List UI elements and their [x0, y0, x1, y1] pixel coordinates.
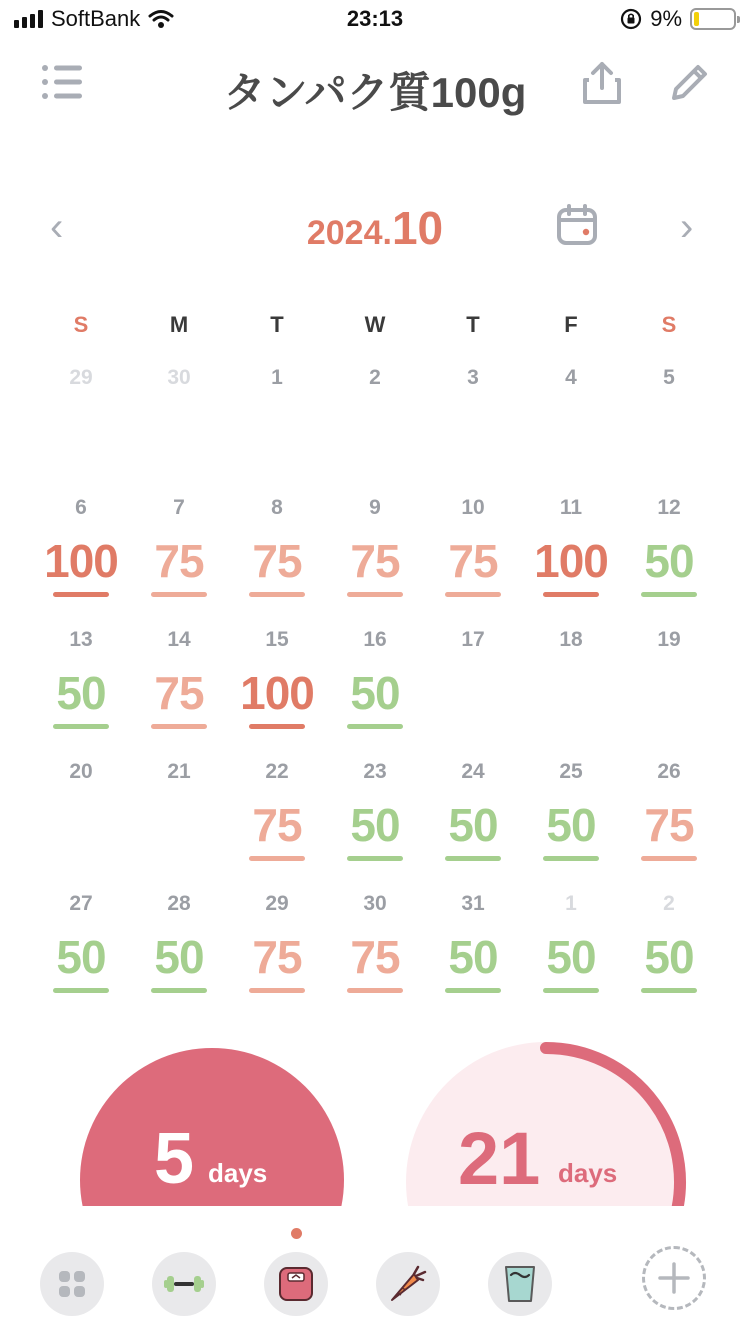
calendar-day-cell[interactable] [32, 622, 130, 754]
day-value: 75 [448, 535, 498, 587]
calendar-day-cell[interactable] [326, 886, 424, 1018]
calendar-day-cell[interactable] [522, 886, 620, 1018]
water-glass-icon [503, 1264, 537, 1304]
value-underline [641, 988, 697, 993]
dumbbell-icon [164, 1272, 204, 1296]
total-progress-ring [406, 1032, 706, 1206]
calendar-grid [32, 360, 718, 1018]
calendar-day-cell[interactable] [424, 490, 522, 622]
day-value: 75 [252, 931, 302, 983]
calendar-day-cell[interactable] [130, 754, 228, 886]
total-days-unit: days [558, 1158, 618, 1188]
weekday-label: S [661, 312, 677, 337]
calendar-day-cell[interactable] [620, 490, 718, 622]
value-underline [347, 592, 403, 597]
day-number: 13 [69, 628, 93, 651]
value-underline [53, 724, 109, 729]
calendar-day-cell[interactable] [424, 360, 522, 490]
scale-icon [278, 1266, 314, 1302]
value-underline [445, 856, 501, 861]
calendar-day-cell[interactable] [32, 360, 130, 490]
add-tab-button[interactable] [642, 1246, 706, 1310]
calendar-week-row [32, 886, 718, 1018]
calendar-day-cell[interactable] [620, 754, 718, 886]
day-number: 11 [559, 496, 583, 519]
status-time: 23:13 [346, 6, 404, 31]
share-button[interactable] [580, 60, 630, 110]
day-value: 100 [534, 535, 608, 587]
day-value: 50 [448, 799, 498, 851]
value-underline [641, 856, 697, 861]
battery-icon [690, 8, 736, 30]
calendar-day-cell[interactable] [326, 490, 424, 622]
calendar-day-cell[interactable] [620, 886, 718, 1018]
value-underline [249, 856, 305, 861]
value-underline [249, 724, 305, 729]
day-value: 50 [56, 931, 106, 983]
edit-button[interactable] [666, 60, 716, 110]
day-number: 27 [69, 892, 93, 915]
day-value: 100 [240, 667, 314, 719]
day-value: 50 [154, 931, 204, 983]
tab-workout[interactable] [152, 1252, 216, 1316]
day-number: 25 [559, 760, 583, 783]
battery-percent: 9% [650, 6, 682, 31]
weekday-header [32, 312, 718, 338]
calendar-day-cell[interactable] [424, 886, 522, 1018]
calendar-day-cell[interactable] [228, 490, 326, 622]
value-underline [249, 592, 305, 597]
day-number: 22 [265, 760, 289, 783]
weekday-label: W [364, 312, 386, 337]
day-number: 20 [69, 760, 93, 783]
value-underline [151, 988, 207, 993]
day-number: 1 [271, 366, 283, 389]
calendar-week-row [32, 754, 718, 886]
calendar-day-cell[interactable] [130, 360, 228, 490]
weekday-label: T [270, 312, 284, 337]
calendar-day-cell[interactable] [522, 622, 620, 754]
calendar-day-cell[interactable] [424, 754, 522, 886]
day-number: 6 [75, 496, 87, 519]
calendar-day-cell[interactable] [228, 622, 326, 754]
day-number: 29 [69, 366, 93, 389]
calendar-day-cell[interactable] [424, 622, 522, 754]
weekday-label: S [73, 312, 89, 337]
value-underline [347, 988, 403, 993]
day-number: 7 [173, 496, 185, 519]
day-number: 30 [363, 892, 387, 915]
weekday-label: T [466, 312, 480, 337]
value-underline [641, 592, 697, 597]
grid-icon [57, 1269, 87, 1299]
day-number: 18 [559, 628, 583, 651]
edit-icon [666, 60, 712, 106]
status-right [620, 6, 736, 32]
calendar-picker-button[interactable] [555, 203, 599, 252]
calendar-day-cell[interactable] [228, 754, 326, 886]
calendar-day-cell[interactable] [130, 622, 228, 754]
value-underline [151, 592, 207, 597]
calendar-day-cell[interactable] [130, 490, 228, 622]
share-icon [580, 60, 624, 106]
calendar-day-cell[interactable] [620, 360, 718, 490]
day-number: 23 [363, 760, 387, 783]
value-underline [347, 856, 403, 861]
day-value: 50 [448, 931, 498, 983]
calendar-week-row [32, 490, 718, 622]
day-number: 16 [363, 628, 387, 651]
value-underline [53, 988, 109, 993]
calendar-day-cell[interactable] [522, 490, 620, 622]
bottom-tab-bar [0, 1206, 750, 1334]
day-number: 24 [461, 760, 485, 783]
tab-water[interactable] [488, 1252, 552, 1316]
month-title-month: 10 [391, 202, 444, 254]
value-underline [445, 592, 501, 597]
calendar-day-cell[interactable] [228, 886, 326, 1018]
calendar-day-cell[interactable] [326, 622, 424, 754]
value-underline [543, 856, 599, 861]
day-value: 75 [154, 667, 204, 719]
day-number: 8 [271, 496, 283, 519]
day-number: 30 [167, 366, 191, 389]
day-number: 29 [265, 892, 289, 915]
month-navigation [0, 195, 750, 260]
next-month-button[interactable]: › [680, 205, 694, 249]
calendar-day-cell[interactable] [32, 754, 130, 886]
day-value: 50 [56, 667, 106, 719]
day-number: 14 [167, 628, 191, 651]
value-underline [249, 988, 305, 993]
month-title-year: 2024. [306, 214, 392, 252]
calendar-icon [555, 203, 599, 247]
day-number: 9 [369, 496, 381, 519]
calendar-day-cell[interactable] [326, 360, 424, 490]
calendar-week-row [32, 622, 718, 754]
day-number: 31 [461, 892, 485, 915]
carrot-icon [388, 1264, 428, 1304]
orientation-lock-icon [620, 8, 642, 30]
day-number: 21 [167, 760, 191, 783]
day-number: 3 [467, 366, 479, 389]
total-days-value: 21 [458, 1117, 541, 1200]
day-value: 50 [644, 535, 694, 587]
calendar-day-cell[interactable] [32, 886, 130, 1018]
value-underline [347, 724, 403, 729]
day-value: 75 [644, 799, 694, 851]
calendar-day-cell[interactable] [32, 490, 130, 622]
calendar-day-cell[interactable] [326, 754, 424, 886]
day-value: 50 [350, 799, 400, 851]
value-underline [151, 724, 207, 729]
calendar-day-cell[interactable] [130, 886, 228, 1018]
day-value: 50 [350, 667, 400, 719]
calendar-day-cell[interactable] [522, 754, 620, 886]
day-value: 50 [546, 799, 596, 851]
tab-weight[interactable] [264, 1252, 328, 1316]
carrier-label: SoftBank [51, 6, 141, 31]
day-value: 50 [546, 931, 596, 983]
calendar-week-row [32, 360, 718, 490]
value-underline [543, 988, 599, 993]
month-title [0, 201, 750, 255]
stats-section [0, 1020, 750, 1206]
weekday-label: M [169, 312, 189, 337]
add-icon [657, 1261, 691, 1295]
prev-month-button[interactable]: ‹ [50, 205, 64, 249]
weekday-label: F [564, 312, 578, 337]
streak-days-value: 5 [154, 1119, 195, 1199]
day-number: 1 [565, 892, 577, 915]
day-number: 26 [657, 760, 681, 783]
calendar-day-cell[interactable] [522, 360, 620, 490]
day-number: 12 [657, 496, 681, 519]
day-number: 2 [369, 366, 381, 389]
calendar-day-cell[interactable] [620, 622, 718, 754]
tab-overview[interactable] [40, 1252, 104, 1316]
day-number: 10 [461, 496, 485, 519]
day-number: 2 [663, 892, 675, 915]
day-number: 17 [461, 628, 485, 651]
status-bar [0, 0, 750, 40]
calendar-day-cell[interactable] [228, 360, 326, 490]
value-underline [53, 592, 109, 597]
day-value: 50 [644, 931, 694, 983]
app-header [0, 40, 750, 140]
tab-vegetable[interactable] [376, 1252, 440, 1316]
day-value: 75 [350, 931, 400, 983]
day-value: 75 [350, 535, 400, 587]
day-value: 75 [252, 799, 302, 851]
day-number: 15 [265, 628, 289, 651]
day-value: 75 [154, 535, 204, 587]
day-number: 28 [167, 892, 191, 915]
day-number: 19 [657, 628, 681, 651]
day-number: 4 [565, 366, 577, 389]
page-title: タンパク質100g [223, 69, 527, 116]
day-number: 5 [663, 366, 675, 389]
active-tab-indicator [291, 1228, 302, 1239]
value-underline [543, 592, 599, 597]
day-value: 100 [44, 535, 118, 587]
streak-days-unit: days [208, 1158, 268, 1188]
day-value: 75 [252, 535, 302, 587]
value-underline [445, 988, 501, 993]
